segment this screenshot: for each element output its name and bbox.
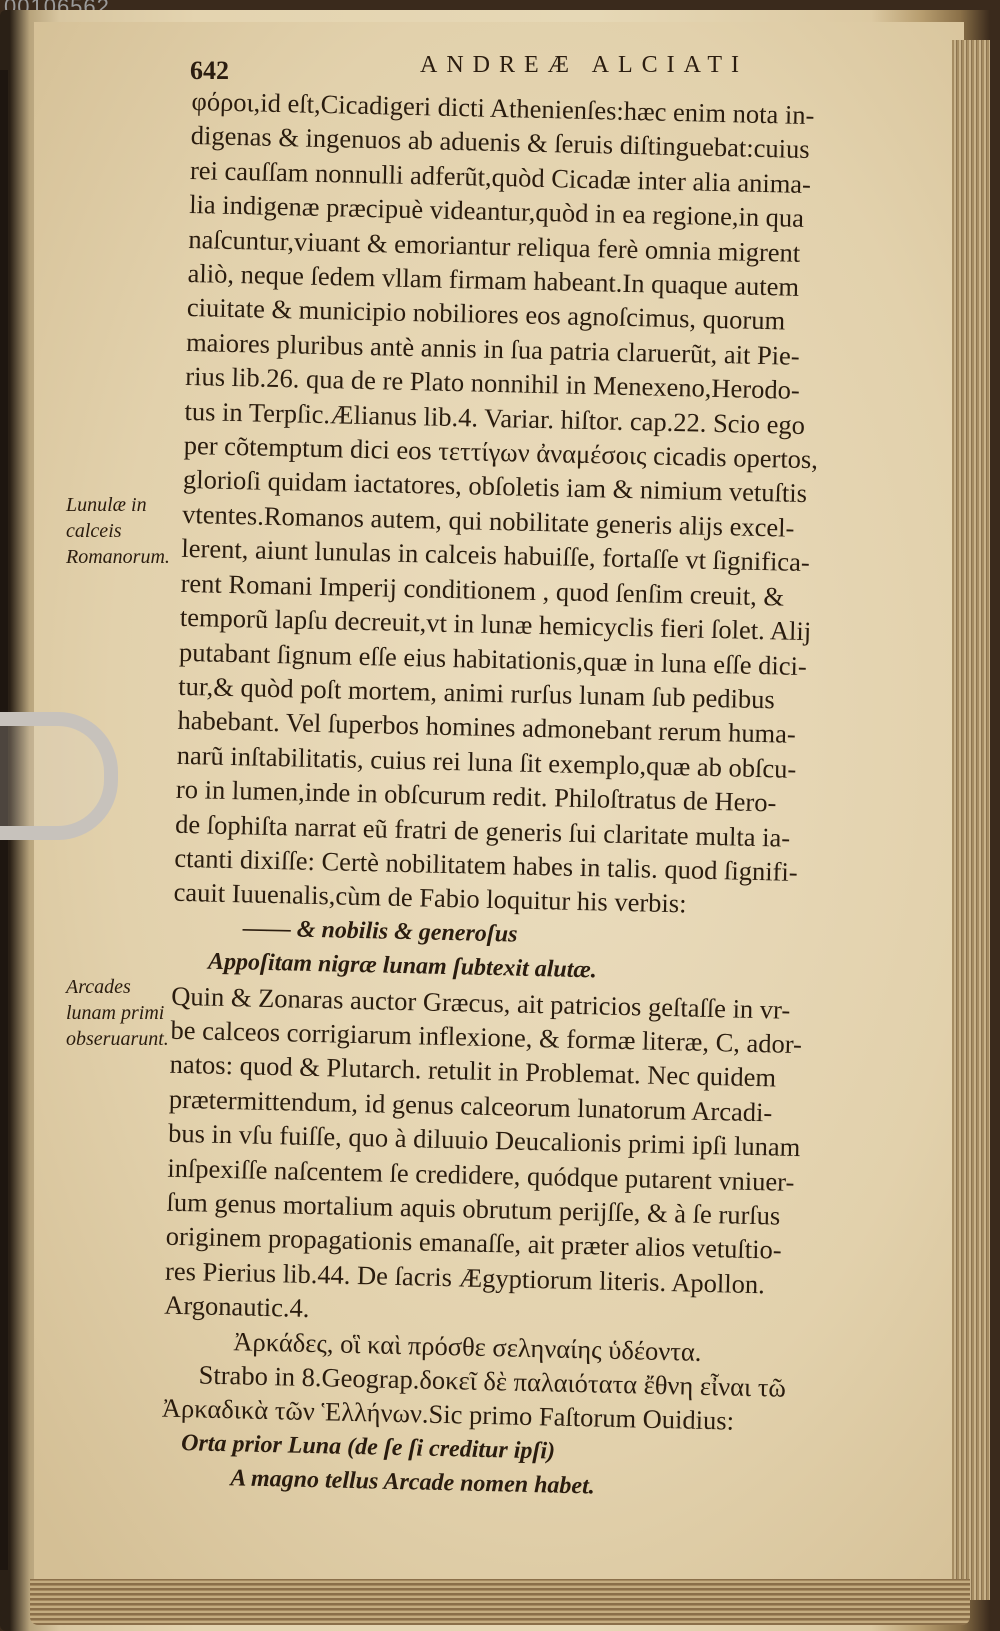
- text-line: ſum genus mortalium aquis obrutum perijſſe, & à ſe rurſus: [166, 1186, 781, 1231]
- text-line: maiores pluribus antè annis in ſua patria claruerũt, ait Pie-: [185, 326, 801, 371]
- text-line: lia indigenæ præcipuè videantur,quòd in ea regione,in qua: [188, 189, 805, 234]
- text-line: tur,& quòd poſt mortem, animi rurſus lunam ſub pedibus: [178, 670, 776, 715]
- text-line: cauit Iuuenalis,cùm de Fabio loquitur his verbis:: [173, 877, 687, 919]
- text-line: Argonautic.4.: [163, 1289, 310, 1324]
- text-line: ctanti dixiſſe: Certè nobilitatem habes in talis. quod ſignifi-: [174, 842, 798, 887]
- verse-line: A magno tellus Arcade nomen habet.: [230, 1465, 596, 1500]
- text-line: narũ inſtabilitatis, cuius rei luna ſit exemplo,quæ ab obſcu-: [176, 739, 797, 784]
- verse-line: Orta prior Luna (de ſe ſi creditur ipſi): [180, 1429, 556, 1465]
- text-line: glorioſi quidam iactatores, obſoletis iam & nimium vetuſtis: [182, 464, 808, 509]
- text-line: vtentes.Romanos autem, qui nobilitate generis alijs excel-: [181, 498, 795, 543]
- text-line: bus in vſu fuiſſe, quo à diluuio Deucalionis primi ipſi lunam: [167, 1117, 801, 1163]
- text-line: prætermittendum, id genus calceorum lunatorum Arcadi-: [168, 1083, 773, 1128]
- margin-note-lunulae: Lunulæ in calceis Romanorum.: [66, 494, 170, 568]
- text-line: de ſophiſta narrat eũ fratri de generis ſui claritate multa ia-: [174, 808, 791, 853]
- text-line: Ἀρκαδικὰ τῶν Ἑλλήνων.Sic primo Faſtorum Ouidius:: [161, 1393, 735, 1437]
- text-line: res Pierius lib.44. De ſacris Ægyptiorum literis. Apollon.: [164, 1255, 766, 1300]
- text-line: lerent, aiunt lunulas in calceis habuiſſe, fortaſſe vt ſignifica-: [181, 533, 811, 578]
- text-line: per cõtemptum dici eos τεττίγων ἀναμέσοις cicadis opertos,: [183, 429, 819, 475]
- text-line: inſpexiſſe naſcentem ſe credidere, quódque putarent vniuer-: [167, 1152, 795, 1197]
- paper-clip: [0, 712, 118, 840]
- running-head: ANDREÆ ALCIATI: [420, 52, 748, 78]
- text-line: putabant ſignum eſſe eius habitationis,quæ in luna eſſe dici-: [178, 636, 808, 681]
- page-number: 642: [190, 56, 229, 85]
- text-line: Quin & Zonaras auctor Græcus, ait patricios geſtaſſe in vr-: [170, 980, 791, 1025]
- body-text: [160, 84, 922, 1511]
- page-edges-bottom: [30, 1579, 970, 1625]
- text-line: rei cauſſam nonnulli adferũt,quòd Cicadæ inter alia anima-: [189, 154, 812, 199]
- text-line: originem propagationis emanaſſe, ait præter alios vetuſtio-: [165, 1221, 783, 1266]
- margin-note-arcades: Arcades lunam primi obseruarunt.: [66, 976, 169, 1050]
- text-line: rent Romani Imperij conditionem , quod ſenſim creuit, &: [180, 567, 785, 612]
- text-line: ciuitate & municipio nobiliores eos agnoſcimus, quorum: [186, 292, 786, 336]
- text-line: habebant. Vel ſuperbos homines admonebant rerum huma-: [177, 705, 797, 750]
- text-line: tus in Terpſic.Ælianus lib.4. Variar. hiſtor. cap.22. Scio ego: [184, 395, 806, 440]
- text-line: aliò, neque ſedem vllam firmam habeant.In quaque autem: [187, 257, 800, 302]
- text-line: be calceos corrigiarum inflexione, & formæ literæ, C, ador-: [170, 1014, 803, 1060]
- text-line: digenas & ingenuos ab aduenis & ſeruis diſtinguebat:cuius: [190, 120, 810, 165]
- text-line: Strabo in 8.Geograp.δοκεῖ δὲ παλαιότατα ἔθνη εἶναι τῶ: [198, 1359, 787, 1403]
- text-line: natos: quod & Plutarch. retulit in Problemat. Nec quidem: [169, 1049, 777, 1093]
- greek-quote-line: Ἀρκάδες, οἳ καὶ πρόσθε σεληναίης ὑδέοντα.: [233, 1325, 702, 1367]
- text-line: rius lib.26. qua de re Plato nonnihil in Menexeno,Herodo-: [185, 361, 801, 406]
- verse-line: Appoſitam nigræ lunam ſubtexit alutæ.: [207, 948, 598, 984]
- verse-line: —— & nobilis & generoſus: [242, 915, 518, 948]
- text-line: φόροι,id eſt,Cicadigeri dicti Athenienſes:hæc enim nota in-: [191, 85, 815, 131]
- text-line: naſcuntur,viuant & emoriantur reliqua ferè omnia migrent: [188, 223, 801, 268]
- text-line: ro in lumen,inde in obſcurum redit. Philoſtratus de Hero-: [175, 773, 777, 818]
- page-edges-right: [952, 40, 990, 1600]
- text-line: temporũ lapſu decreuit,vt in lunæ hemicyclis fieri ſolet. Alij: [179, 601, 812, 647]
